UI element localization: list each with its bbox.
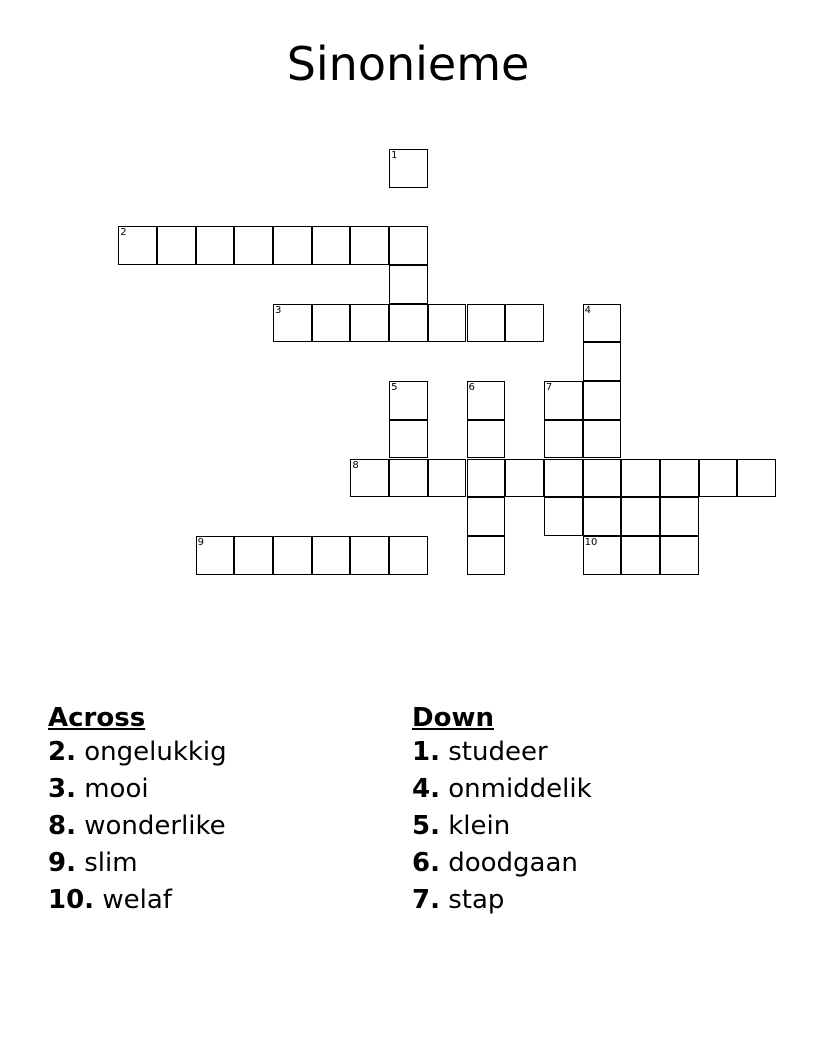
grid-cell[interactable] [467,497,506,536]
grid-cell[interactable] [312,304,351,343]
clue-number: 10. [48,885,95,915]
grid-cell[interactable] [583,381,622,420]
grid-cell[interactable] [157,226,196,265]
grid-cell[interactable] [505,459,544,498]
grid-cell[interactable] [544,381,583,420]
across-clue [48,882,388,919]
grid-cell[interactable] [467,536,506,575]
grid-cell[interactable] [312,226,351,265]
grid-cell[interactable] [467,420,506,459]
across-clue [48,734,388,771]
grid-cell[interactable] [621,536,660,575]
grid-cell[interactable] [583,497,622,536]
clue-number-label: 3 [275,304,282,316]
page-title: Sinonieme [286,37,530,91]
grid-cell[interactable] [467,381,506,420]
clue-number-label: 2 [120,227,127,239]
clue-number: 9. [48,848,76,878]
grid-cell[interactable] [467,459,506,498]
down-clue [412,771,752,808]
grid-cell[interactable] [350,226,389,265]
clue-number-label: 9 [197,536,204,548]
grid-cell[interactable] [505,304,544,343]
grid-cell[interactable] [389,459,428,498]
clue-number: 1. [412,737,440,767]
clue-number: 5. [412,811,440,841]
grid-cell[interactable] [699,459,738,498]
across-heading: Across [48,703,146,733]
clue-text: mooi [84,774,149,804]
clue-text: klein [448,811,511,841]
grid-cell[interactable] [389,265,428,304]
grid-cell[interactable] [428,459,467,498]
clue-number-label: 1 [391,149,398,161]
clue-text: studeer [448,737,548,767]
grid-cell[interactable] [544,420,583,459]
grid-cell[interactable] [583,342,622,381]
down-heading: Down [412,703,494,733]
down-clue [412,882,752,919]
grid-cell[interactable] [660,536,699,575]
grid-cell[interactable] [389,536,428,575]
grid-cell[interactable] [196,536,235,575]
clue-number-label: 6 [468,382,475,394]
grid-cell[interactable] [467,304,506,343]
grid-cell[interactable] [389,149,428,188]
grid-cell[interactable] [196,226,235,265]
down-clues [412,702,752,919]
grid-cell[interactable] [544,497,583,536]
grid-cell[interactable] [234,536,273,575]
grid-cell[interactable] [350,304,389,343]
grid-cell[interactable] [583,304,622,343]
grid-cell[interactable] [389,226,428,265]
clue-number-label: 10 [584,536,598,548]
clue-text: onmiddelik [448,774,592,804]
grid-cell[interactable] [583,536,622,575]
across-clue [48,771,388,808]
grid-cell[interactable] [389,381,428,420]
clue-text: wonderlike [84,811,226,841]
down-clue [412,845,752,882]
clue-number: 6. [412,848,440,878]
grid-cell[interactable] [621,497,660,536]
grid-cell[interactable] [350,536,389,575]
grid-cell[interactable] [389,304,428,343]
clue-number-label: 5 [391,382,398,394]
grid-cell[interactable] [660,459,699,498]
down-clue [412,808,752,845]
grid-cell[interactable] [273,304,312,343]
clue-text: doodgaan [448,848,578,878]
clue-number-label: 8 [352,459,359,471]
clue-text: slim [84,848,138,878]
clue-number: 4. [412,774,440,804]
grid-cell[interactable] [118,226,157,265]
grid-cell[interactable] [428,304,467,343]
grid-cell[interactable] [273,226,312,265]
grid-cell[interactable] [583,420,622,459]
grid-cell[interactable] [544,459,583,498]
clue-number: 7. [412,885,440,915]
grid-cell[interactable] [350,459,389,498]
clue-number: 8. [48,811,76,841]
across-clues [48,702,388,919]
grid-cell[interactable] [273,536,312,575]
clue-number: 3. [48,774,76,804]
grid-cell[interactable] [737,459,776,498]
grid-cell[interactable] [389,420,428,459]
clue-number-label: 7 [545,382,553,394]
clue-text: ongelukkig [84,737,227,767]
grid-cell[interactable] [660,497,699,536]
clue-text: stap [448,885,505,915]
clue-text: welaf [102,885,172,915]
grid-cell[interactable] [583,459,622,498]
grid-cell[interactable] [312,536,351,575]
clue-number: 2. [48,737,76,767]
grid-cell[interactable] [621,459,660,498]
grid-cell[interactable] [234,226,273,265]
down-clue [412,734,752,771]
across-clue [48,808,388,845]
across-clue [48,845,388,882]
clue-number-label: 4 [584,304,591,316]
